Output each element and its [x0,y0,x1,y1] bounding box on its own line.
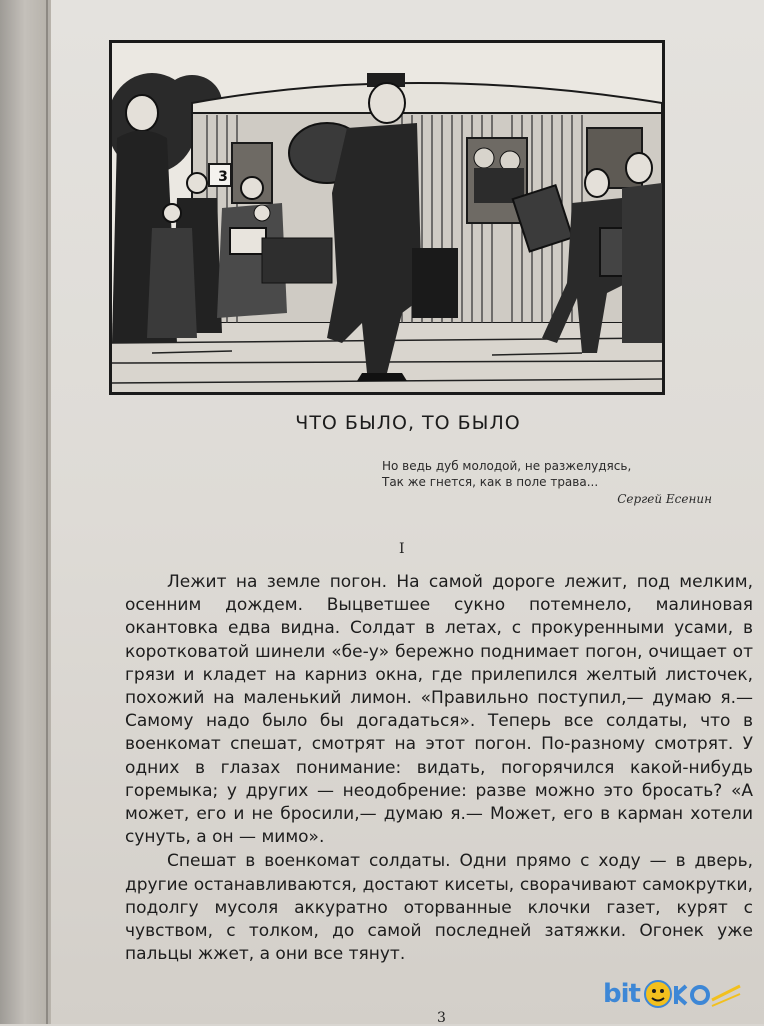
site-watermark [603,974,753,1014]
wagon-number-sign: 3 [218,169,228,185]
epigraph-line: Но ведь дуб молодой, не разжелудясь, [382,459,632,473]
epigraph-line: Так же гнется, как в поле трава... [382,475,599,489]
body-text [125,571,753,966]
paragraph: Спешат в военкомат солдаты. Одни прямо с ходу — в дверь, другие останавливаются, достают кисеты, сворачивают самокрутки, подолгу мусоля аккуратно оторванные клочки газет, курят с чувством, с толком, до самой последней затяжки. Огонек уже пальцы жжет, а они все тянут. [125,851,753,965]
watermark-text: bit [603,979,640,1009]
section-number: I [399,541,405,557]
engraving-drawing [112,43,662,392]
book-page [50,0,764,1024]
page-number: 3 [437,1010,446,1026]
epigraph [382,458,722,507]
chapter-title: ЧТО БЫЛО, ТО БЫЛО [295,412,521,434]
watermark-logo-icon [642,976,742,1012]
epigraph-author: Сергей Есенин [617,492,712,506]
illustration-soldiers-at-train [109,40,665,395]
paragraph: Лежит на земле погон. На самой дороге лежит, под мелким, осенним дождем. Выцветшее сукно потемнело, малиновая окантовка едва видна. Солдат в летах, с прокуренными усами, в коротковатой шинели «бе-у» бережно поднимает погон, очищает от грязи и кладет на карниз окна, где прилепился желтый листочек, похожий на маленький лимон. «Правильно поступил,— думаю я.— Самому надо было бы догадаться». Теперь все солдаты, что в военкомат спешат, смотрят на этот погон. По-разному смотрят. У одних в глазах понимание: видать, погорячился какой-нибудь горемыка; у других — неодобрение: разве можно это бросать? «А может, его и не бросили,— думаю я.— Может, его в карман хотели сунуть, а он — мимо». [125,572,753,848]
